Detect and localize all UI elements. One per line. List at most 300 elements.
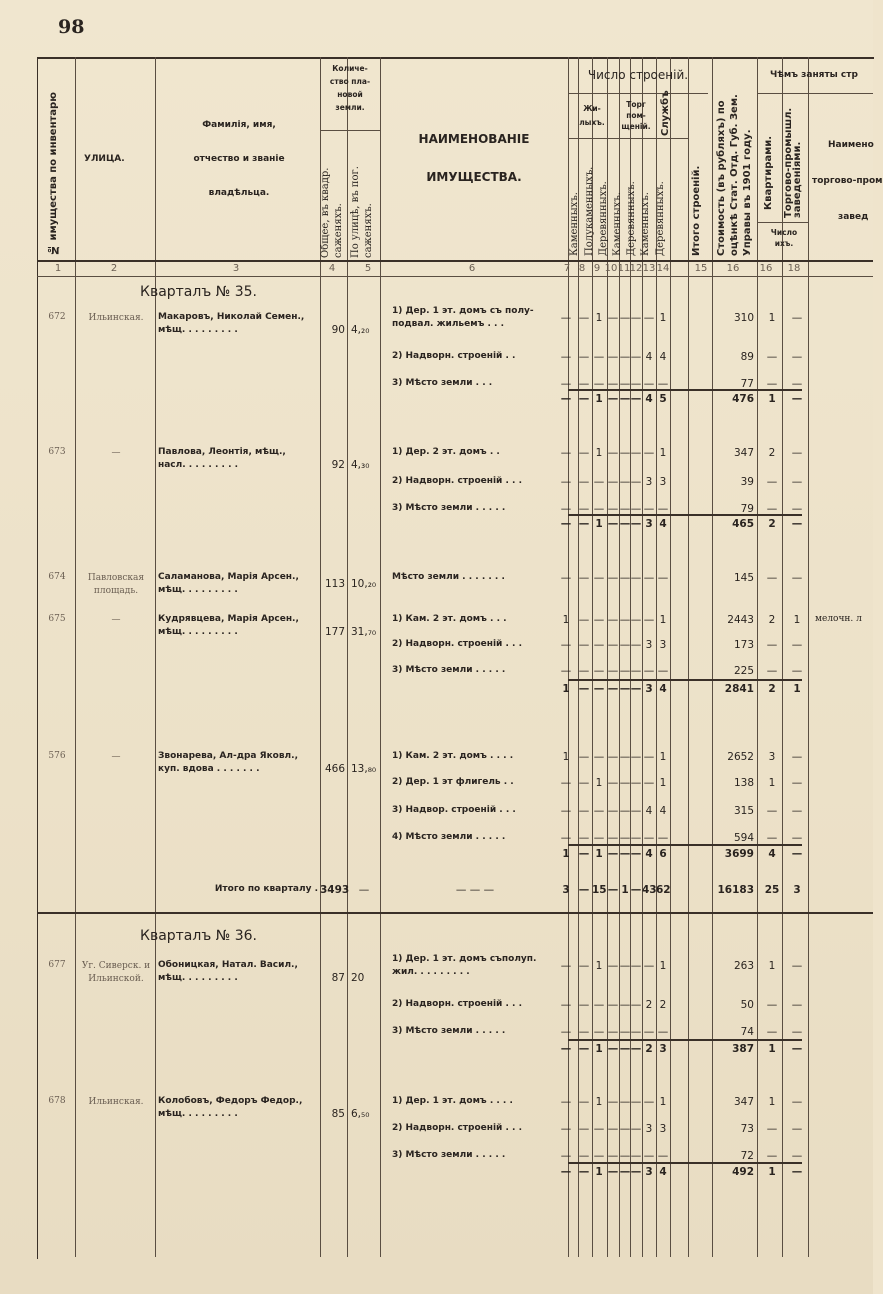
building-count-cell: — bbox=[578, 518, 590, 530]
building-count-cell: — bbox=[560, 518, 572, 530]
apartments-cell: — bbox=[766, 1150, 778, 1162]
property-name: 2) Надворн. строеній . . . bbox=[392, 1123, 523, 1133]
building-count-cell: — bbox=[578, 848, 590, 860]
building-count-cell: — bbox=[630, 683, 642, 695]
owner-name: мѣщ. . . . . . . . . bbox=[158, 973, 238, 983]
trade-cell: 1 bbox=[793, 683, 801, 695]
building-count-cell: — bbox=[560, 1026, 572, 1038]
apartments-header: Квартирами. bbox=[763, 135, 774, 210]
column-number: 11 bbox=[617, 263, 631, 274]
apartments-cell: 2 bbox=[768, 683, 776, 695]
building-count-cell: — bbox=[593, 378, 605, 390]
building-count-cell: 1 bbox=[595, 393, 603, 405]
building-count-cell: — bbox=[593, 999, 605, 1011]
building-count-cell: — bbox=[630, 503, 642, 515]
trade-cell: — bbox=[791, 476, 803, 488]
building-count-cell: — bbox=[607, 503, 619, 515]
apartments-cell: — bbox=[766, 805, 778, 817]
building-count-cell: — bbox=[578, 751, 590, 763]
building-count-cell: — bbox=[657, 503, 669, 515]
building-count-cell: 3 bbox=[645, 518, 653, 530]
building-count-cell: — bbox=[578, 503, 590, 515]
colnum-rule bbox=[37, 276, 873, 277]
owner-name: Саламанова, Марія Арсен., bbox=[158, 572, 299, 582]
column-number: 12 bbox=[629, 263, 643, 274]
apartments-cell: — bbox=[766, 999, 778, 1011]
street-name: — bbox=[111, 615, 121, 625]
building-count-cell: — bbox=[560, 447, 572, 459]
building-count-cell: — bbox=[607, 518, 619, 530]
trade-cell: — bbox=[791, 777, 803, 789]
building-count-cell: — bbox=[607, 1123, 619, 1135]
property-name: подвал. жильемъ . . . bbox=[392, 319, 505, 329]
building-count-cell: — bbox=[607, 777, 619, 789]
building-count-cell: — bbox=[619, 378, 631, 390]
trade-cell: — bbox=[791, 639, 803, 651]
building-count-cell: — bbox=[643, 1096, 655, 1108]
header-sub-rule bbox=[757, 222, 808, 223]
building-count-cell: — bbox=[643, 751, 655, 763]
column-rule bbox=[380, 57, 381, 1257]
building-count-cell: — bbox=[630, 312, 642, 324]
property-name: 1) Дер. 1 эт. домъ съ полу- bbox=[392, 306, 534, 316]
apartments-cell: 2 bbox=[768, 447, 776, 459]
inventory-number: 673 bbox=[48, 447, 66, 457]
building-count-cell: — bbox=[630, 805, 642, 817]
building-count-cell: — bbox=[578, 1096, 590, 1108]
building-count-cell: — bbox=[578, 960, 590, 972]
land-street-header: саженяхъ. bbox=[363, 203, 374, 258]
owner-name: Колобовъ, Федоръ Федор., bbox=[158, 1096, 303, 1106]
value-cell: 3699 bbox=[724, 848, 754, 860]
building-type-header: Каменныхъ. bbox=[640, 192, 651, 256]
building-count-cell: — bbox=[578, 1043, 590, 1055]
building-count-cell: 1 bbox=[595, 518, 603, 530]
building-count-cell: — bbox=[619, 312, 631, 324]
building-count-cell: 2 bbox=[645, 999, 653, 1011]
building-count-cell: — bbox=[593, 751, 605, 763]
name-trade-header: торгово-пром bbox=[812, 176, 883, 186]
value-cell: 347 bbox=[733, 1096, 754, 1108]
building-count-cell: — bbox=[560, 1150, 572, 1162]
building-count-cell: — bbox=[619, 1043, 631, 1055]
street-name: Ильинская. bbox=[88, 313, 144, 323]
trade-cell: — bbox=[791, 1123, 803, 1135]
building-count-cell: — bbox=[619, 639, 631, 651]
building-count-cell: — bbox=[560, 777, 572, 789]
building-count-cell: — bbox=[630, 447, 642, 459]
page-number: 98 bbox=[58, 16, 85, 38]
land-qty-header: земли. bbox=[335, 103, 365, 112]
apartments-cell: — bbox=[766, 832, 778, 844]
column-rule bbox=[155, 57, 156, 1257]
column-number: 18 bbox=[787, 263, 801, 274]
column-number: 7 bbox=[563, 263, 571, 274]
building-count-cell: — bbox=[578, 312, 590, 324]
building-count-cell: — bbox=[607, 683, 619, 695]
street-header: УЛИЦА. bbox=[84, 154, 125, 164]
column-rule bbox=[75, 57, 76, 1257]
building-count-cell: — bbox=[630, 848, 642, 860]
quarter-rule bbox=[37, 912, 873, 914]
trade-cell: — bbox=[791, 393, 803, 405]
building-count-cell: — bbox=[578, 447, 590, 459]
building-count-cell: — bbox=[560, 960, 572, 972]
building-count-cell: — bbox=[630, 572, 642, 584]
owner-name: куп. вдова . . . . . . . bbox=[158, 764, 260, 774]
value-cell: 594 bbox=[733, 832, 754, 844]
value-header: Управы въ 1901 году. bbox=[742, 129, 753, 256]
occupied-header: Чѣмъ заняты стр bbox=[770, 70, 858, 80]
building-count-cell: — bbox=[619, 503, 631, 515]
building-count-cell: — bbox=[643, 614, 655, 626]
apartments-cell: 1 bbox=[768, 777, 776, 789]
quarter-total-label: Итого по кварталу . bbox=[214, 884, 318, 894]
building-count-cell: 3 bbox=[659, 476, 667, 488]
apartments-cell: — bbox=[766, 639, 778, 651]
building-type-header: Деревянныхъ. bbox=[655, 181, 666, 256]
value-cell: 74 bbox=[740, 1026, 754, 1038]
building-count-cell: — bbox=[607, 1096, 619, 1108]
owner-name: мѣщ. . . . . . . . . bbox=[158, 325, 238, 335]
building-count-cell: — bbox=[593, 665, 605, 677]
building-count-cell: — bbox=[619, 1150, 631, 1162]
column-number: 16 bbox=[759, 263, 773, 274]
apartments-cell: 25 bbox=[764, 884, 780, 896]
building-count-cell: — bbox=[578, 1026, 590, 1038]
building-count-cell: 1 bbox=[595, 1166, 603, 1178]
building-count-cell: — bbox=[630, 1150, 642, 1162]
header-sub-rule bbox=[568, 138, 688, 139]
property-name: 3) Надвор. строеній . . . bbox=[392, 805, 516, 815]
apartments-cell: — bbox=[766, 476, 778, 488]
column-number: 1 bbox=[54, 263, 62, 274]
trade-cell: 3 bbox=[793, 884, 801, 896]
value-cell: 315 bbox=[733, 805, 754, 817]
building-count-cell: — bbox=[578, 393, 590, 405]
building-count-cell: — bbox=[643, 777, 655, 789]
column-rule bbox=[757, 57, 758, 1257]
value-cell: 50 bbox=[740, 999, 754, 1011]
building-count-cell: — bbox=[593, 639, 605, 651]
column-number: 5 bbox=[364, 263, 372, 274]
quarter-title: Кварталъ № 35. bbox=[140, 284, 257, 300]
column-number: 14 bbox=[656, 263, 670, 274]
frontage: 13,₈₀ bbox=[351, 763, 377, 775]
building-count-cell: — bbox=[619, 1123, 631, 1135]
building-count-cell: — bbox=[657, 572, 669, 584]
building-count-cell: — bbox=[607, 614, 619, 626]
trade-cell: — bbox=[791, 1043, 803, 1055]
street-name: — bbox=[111, 752, 121, 762]
property-name: 1) Кам. 2 эт. домъ . . . . bbox=[392, 751, 514, 761]
building-count-cell: — bbox=[643, 960, 655, 972]
value-cell: 145 bbox=[733, 572, 754, 584]
building-count-cell: 1 bbox=[621, 884, 629, 896]
building-count-cell: — bbox=[560, 503, 572, 515]
building-count-cell: — bbox=[578, 1150, 590, 1162]
building-count-cell: 62 bbox=[656, 884, 671, 896]
building-count-cell: — bbox=[593, 683, 605, 695]
building-count-cell: — bbox=[619, 1166, 631, 1178]
inventory-number: 678 bbox=[48, 1096, 66, 1106]
building-type-header: Каменныхъ. bbox=[612, 192, 623, 256]
land-area: 466 bbox=[324, 763, 345, 775]
service-header: Службъ bbox=[660, 90, 671, 136]
trade-cell: — bbox=[791, 960, 803, 972]
apartments-cell: — bbox=[766, 503, 778, 515]
column-rule bbox=[688, 57, 689, 1257]
building-count-cell: — bbox=[607, 476, 619, 488]
building-count-cell: — bbox=[560, 639, 572, 651]
building-count-cell: — bbox=[607, 572, 619, 584]
trade-cell: — bbox=[791, 1096, 803, 1108]
building-count-cell: — bbox=[593, 832, 605, 844]
subtotal-rule bbox=[568, 514, 802, 516]
frontage: 20 bbox=[351, 972, 365, 984]
building-type-header: Каменныхъ. bbox=[569, 192, 580, 256]
building-count-cell: — bbox=[607, 312, 619, 324]
header-sub-rule bbox=[320, 130, 380, 131]
building-count-cell: 1 bbox=[562, 848, 570, 860]
inv-no-header: № имущества по инвентарю bbox=[48, 92, 59, 255]
land-area: 177 bbox=[324, 626, 345, 638]
subtotal-rule bbox=[568, 679, 802, 681]
column-rule bbox=[808, 57, 809, 1257]
name-trade-header: Наимено bbox=[828, 140, 874, 150]
property-name: жил. . . . . . . . . bbox=[392, 967, 470, 977]
trade-name: мелочн. л bbox=[815, 614, 862, 624]
land-qty-header: ство пла- bbox=[329, 77, 371, 86]
apartments-cell: 1 bbox=[768, 393, 776, 405]
owner-name: Обоницкая, Натал. Васил., bbox=[158, 960, 298, 970]
trade-cell: — bbox=[791, 1150, 803, 1162]
building-count-cell: — bbox=[578, 476, 590, 488]
building-count-cell: 1 bbox=[659, 312, 667, 324]
value-cell: 225 bbox=[733, 665, 754, 677]
building-count-cell: 4 bbox=[659, 518, 667, 530]
value-cell: 492 bbox=[732, 1166, 754, 1178]
column-rule bbox=[670, 57, 671, 1257]
building-count-cell: 43 bbox=[642, 884, 657, 896]
building-count-cell: — bbox=[630, 378, 642, 390]
building-count-cell: — bbox=[578, 572, 590, 584]
column-rule bbox=[712, 57, 713, 1257]
building-count-cell: — bbox=[560, 805, 572, 817]
building-count-cell: — bbox=[560, 1123, 572, 1135]
building-count-cell: — bbox=[560, 1096, 572, 1108]
building-count-cell: 1 bbox=[595, 777, 603, 789]
building-count-cell: — bbox=[607, 805, 619, 817]
residential-header: Жи- bbox=[583, 104, 601, 113]
apartments-cell: — bbox=[766, 1026, 778, 1038]
subtotal-rule bbox=[568, 844, 802, 846]
property-name: 2) Надворн. строеній . . bbox=[392, 351, 516, 361]
building-count-cell: — bbox=[607, 1150, 619, 1162]
building-count-cell: — bbox=[643, 378, 655, 390]
building-count-cell: — bbox=[657, 1150, 669, 1162]
building-count-cell: — bbox=[657, 378, 669, 390]
quarter-total-frontage: — bbox=[358, 884, 370, 896]
apartments-cell: — bbox=[766, 378, 778, 390]
header-sub-rule bbox=[757, 93, 873, 94]
street-name: Павловская площадь. bbox=[87, 573, 145, 596]
trade-header: Торг bbox=[626, 100, 646, 109]
property-name: 2) Надворн. строеній . . . bbox=[392, 476, 523, 486]
property-name: 3) Мѣсто земли . . . bbox=[392, 378, 493, 388]
building-count-cell: — bbox=[630, 1043, 642, 1055]
building-count-cell: — bbox=[578, 614, 590, 626]
building-count-cell: — bbox=[593, 572, 605, 584]
building-count-cell: — bbox=[578, 1123, 590, 1135]
building-count-cell: — bbox=[560, 378, 572, 390]
owner-header: отчество и званіе bbox=[193, 154, 285, 164]
trade-header: пом- bbox=[626, 111, 646, 120]
value-cell: 39 bbox=[740, 476, 754, 488]
building-count-cell: — bbox=[630, 614, 642, 626]
building-count-cell: — bbox=[619, 393, 631, 405]
value-cell: 72 bbox=[740, 1150, 754, 1162]
building-count-cell: — bbox=[578, 832, 590, 844]
building-count-cell: — bbox=[643, 1150, 655, 1162]
building-count-cell: 1 bbox=[659, 1096, 667, 1108]
column-number: 15 bbox=[694, 263, 708, 274]
building-type-header: Полукаменныхъ. bbox=[584, 166, 595, 256]
trade-ind-header: Торгово-промышл. bbox=[783, 107, 794, 218]
property-header: НАИМЕНОВАНІЕ bbox=[418, 132, 530, 146]
property-name: 4) Мѣсто земли . . . . . bbox=[392, 832, 506, 842]
building-count-cell: 4 bbox=[659, 805, 667, 817]
trade-cell: — bbox=[791, 378, 803, 390]
value-cell: 173 bbox=[733, 639, 754, 651]
subtotal-rule bbox=[568, 1039, 802, 1041]
building-count-cell: — bbox=[593, 1123, 605, 1135]
street-name: — bbox=[111, 448, 121, 458]
building-count-cell: — bbox=[593, 476, 605, 488]
property-name: 1) Дер. 1 эт. домъ . . . . bbox=[392, 1096, 513, 1106]
frontage: 6,₅₀ bbox=[351, 1108, 370, 1120]
building-count-cell: — bbox=[643, 832, 655, 844]
owner-header: Фамилія, имя, bbox=[202, 120, 276, 130]
owner-name: насл. . . . . . . . . bbox=[158, 460, 239, 470]
building-count-cell: — bbox=[619, 999, 631, 1011]
property-name: 1) Кам. 2 эт. домъ . . . bbox=[392, 614, 507, 624]
apartments-cell: — bbox=[766, 665, 778, 677]
property-name: 3) Мѣсто земли . . . . . bbox=[392, 1150, 506, 1160]
owner-name: Макаровъ, Николай Семен., bbox=[158, 312, 305, 322]
value-header: Стоимость (въ рубляхъ) по bbox=[716, 100, 727, 256]
value-cell: 347 bbox=[733, 447, 754, 459]
column-number: 13 bbox=[642, 263, 656, 274]
building-count-cell: — bbox=[643, 312, 655, 324]
property-header: ИМУЩЕСТВА. bbox=[426, 170, 522, 184]
count-header: Число bbox=[770, 228, 798, 237]
column-number: 9 bbox=[593, 263, 601, 274]
building-count-cell: — bbox=[619, 960, 631, 972]
trade-cell: — bbox=[791, 351, 803, 363]
property-name: 2) Дер. 1 эт флигель . . bbox=[392, 777, 514, 787]
building-count-cell: 1 bbox=[659, 960, 667, 972]
column-rule bbox=[347, 57, 348, 1257]
column-number: 2 bbox=[110, 263, 118, 274]
land-total-header: Общее, въ квадр. bbox=[320, 167, 331, 258]
frontage: 4,₂₀ bbox=[351, 324, 370, 336]
building-count-cell: — bbox=[619, 1026, 631, 1038]
building-count-cell: — bbox=[593, 351, 605, 363]
num-buildings-header: Число строеній. bbox=[587, 68, 689, 82]
column-rule bbox=[782, 57, 783, 1257]
trade-cell: — bbox=[791, 503, 803, 515]
building-count-cell: 2 bbox=[659, 999, 667, 1011]
building-count-cell: — bbox=[630, 777, 642, 789]
apartments-cell: — bbox=[766, 572, 778, 584]
header-bottom-rule bbox=[37, 260, 873, 262]
land-qty-header: новой bbox=[337, 90, 363, 99]
building-count-cell: — bbox=[560, 476, 572, 488]
building-count-cell: 1 bbox=[659, 447, 667, 459]
inventory-number: 576 bbox=[48, 751, 66, 761]
building-count-cell: — bbox=[560, 351, 572, 363]
building-count-cell: — bbox=[560, 572, 572, 584]
residential-header: лыхъ. bbox=[579, 118, 605, 127]
value-cell: 89 bbox=[740, 351, 754, 363]
building-count-cell: 15 bbox=[592, 884, 607, 896]
building-count-cell: — bbox=[619, 665, 631, 677]
building-count-cell: — bbox=[593, 503, 605, 515]
building-count-cell: — bbox=[578, 884, 590, 896]
building-count-cell: — bbox=[560, 999, 572, 1011]
building-count-cell: — bbox=[619, 683, 631, 695]
apartments-cell: 1 bbox=[768, 960, 776, 972]
building-count-cell: 5 bbox=[659, 393, 667, 405]
building-count-cell: — bbox=[560, 312, 572, 324]
building-count-cell: 3 bbox=[645, 1166, 653, 1178]
building-count-cell: 1 bbox=[595, 447, 603, 459]
building-count-cell: 1 bbox=[595, 1043, 603, 1055]
building-count-cell: — bbox=[630, 999, 642, 1011]
frontage: 4,₃₀ bbox=[351, 459, 370, 471]
building-count-cell: — bbox=[619, 572, 631, 584]
building-count-cell: 1 bbox=[595, 1096, 603, 1108]
building-count-cell: — bbox=[607, 999, 619, 1011]
building-count-cell: — bbox=[578, 665, 590, 677]
land-area: 113 bbox=[324, 578, 345, 590]
building-count-cell: — bbox=[619, 447, 631, 459]
building-count-cell: — bbox=[619, 1096, 631, 1108]
building-count-cell: — bbox=[578, 639, 590, 651]
building-count-cell: — bbox=[560, 832, 572, 844]
land-area: 92 bbox=[331, 459, 345, 471]
property-name: 3) Мѣсто земли . . . . . bbox=[392, 665, 506, 675]
building-count-cell: — bbox=[607, 848, 619, 860]
building-count-cell: — bbox=[630, 1123, 642, 1135]
value-cell: 79 bbox=[740, 503, 754, 515]
building-count-cell: — bbox=[607, 960, 619, 972]
column-number: 16 bbox=[726, 263, 740, 274]
building-type-header: Деревянныхъ. bbox=[626, 181, 637, 256]
building-count-cell: — bbox=[657, 1026, 669, 1038]
building-count-cell: — bbox=[630, 751, 642, 763]
count-header: ихъ. bbox=[774, 239, 794, 248]
value-cell: 465 bbox=[732, 518, 754, 530]
value-cell: 77 bbox=[740, 378, 754, 390]
trade-cell: 1 bbox=[793, 614, 801, 626]
building-count-cell: — bbox=[630, 393, 642, 405]
building-count-cell: — bbox=[578, 777, 590, 789]
land-area: 85 bbox=[331, 1108, 345, 1120]
trade-cell: — bbox=[791, 848, 803, 860]
building-count-cell: — bbox=[630, 1026, 642, 1038]
